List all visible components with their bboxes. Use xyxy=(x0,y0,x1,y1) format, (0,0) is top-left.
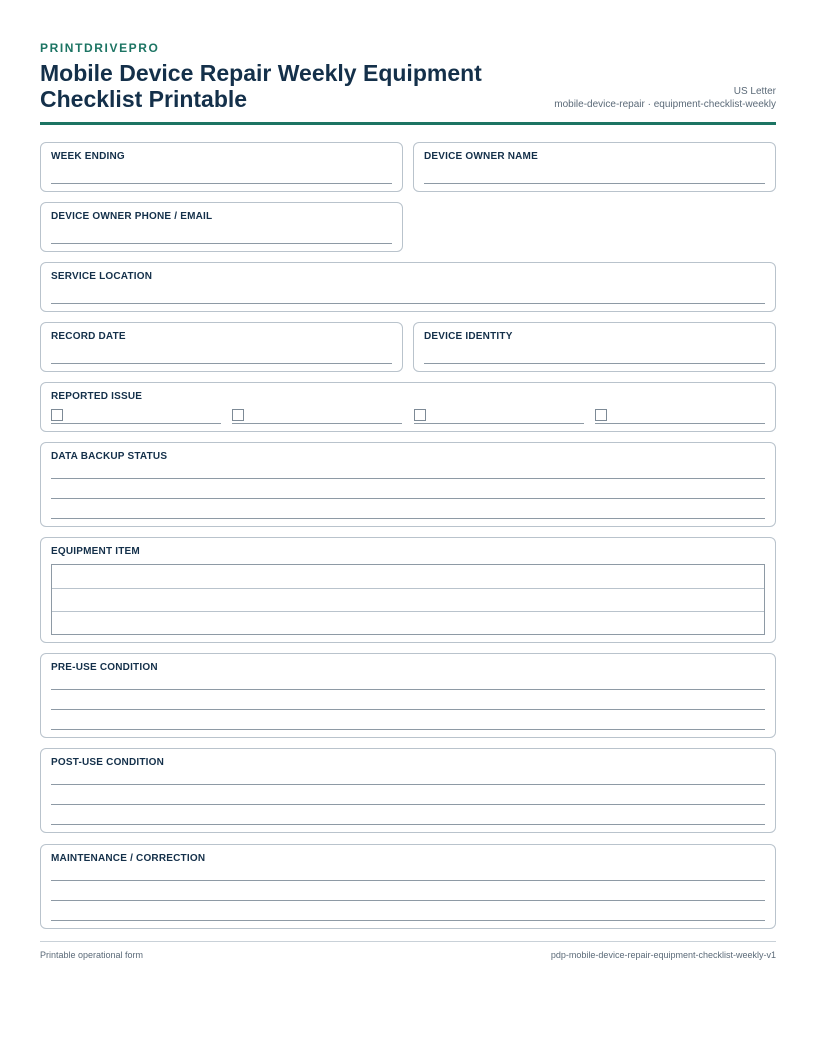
table-row-divider xyxy=(52,611,764,612)
equipment-item-table[interactable] xyxy=(51,564,765,635)
checkbox-icon[interactable] xyxy=(595,409,607,421)
option-line xyxy=(232,423,402,424)
writing-line[interactable] xyxy=(51,518,765,519)
maintenance-correction-label: MAINTENANCE / CORRECTION xyxy=(51,853,206,864)
reported-issue-label: REPORTED ISSUE xyxy=(51,391,143,402)
table-row-divider xyxy=(52,588,764,589)
document-meta xyxy=(554,85,776,111)
device-owner-name-label: DEVICE OWNER NAME xyxy=(424,151,538,162)
reported-issue-option-4[interactable] xyxy=(595,408,765,424)
writing-line[interactable] xyxy=(51,880,765,881)
writing-line[interactable] xyxy=(51,824,765,825)
option-line xyxy=(414,423,584,424)
device-owner-name-input-line[interactable] xyxy=(424,183,765,184)
footer-form-id: pdp-mobile-device-repair-equipment-checklist-weekly-v1 xyxy=(550,950,776,960)
footer-left-text: Printable operational form xyxy=(40,950,144,960)
writing-line[interactable] xyxy=(51,498,765,499)
header-rule xyxy=(40,122,776,125)
writing-line[interactable] xyxy=(51,784,765,785)
footer-rule xyxy=(40,941,776,942)
week-ending-input-line[interactable] xyxy=(51,183,392,184)
writing-line[interactable] xyxy=(51,920,765,921)
form-page xyxy=(40,0,776,1056)
device-owner-contact-field xyxy=(40,202,403,252)
week-ending-field xyxy=(40,142,403,192)
option-line xyxy=(51,423,221,424)
pre-use-condition-field xyxy=(40,653,776,738)
pre-use-condition-label: PRE-USE CONDITION xyxy=(51,662,158,673)
document-slug: mobile-device-repair · equipment-checklist-weekly xyxy=(554,99,776,110)
paper-size: US Letter xyxy=(733,86,776,97)
equipment-item-field xyxy=(40,537,776,643)
week-ending-label: WEEK ENDING xyxy=(51,151,125,162)
option-line xyxy=(595,423,765,424)
page-title: Mobile Device Repair Weekly Equipment Checklist Printable xyxy=(40,60,482,112)
brand-name: PRINTDRIVEPRO xyxy=(40,41,160,55)
service-location-label: SERVICE LOCATION xyxy=(51,271,153,282)
device-identity-input-line[interactable] xyxy=(424,363,765,364)
record-date-field xyxy=(40,322,403,372)
device-owner-name-field xyxy=(413,142,776,192)
writing-line[interactable] xyxy=(51,729,765,730)
reported-issue-option-1[interactable] xyxy=(51,408,221,424)
reported-issue-option-3[interactable] xyxy=(414,408,584,424)
service-location-input-line[interactable] xyxy=(51,303,765,304)
writing-line[interactable] xyxy=(51,900,765,901)
checkbox-icon[interactable] xyxy=(51,409,63,421)
device-owner-contact-label: DEVICE OWNER PHONE / EMAIL xyxy=(51,211,213,222)
reported-issue-option-2[interactable] xyxy=(232,408,402,424)
reported-issue-field xyxy=(40,382,776,432)
post-use-condition-field xyxy=(40,748,776,833)
writing-line[interactable] xyxy=(51,689,765,690)
record-date-input-line[interactable] xyxy=(51,363,392,364)
service-location-field xyxy=(40,262,776,312)
equipment-item-label: EQUIPMENT ITEM xyxy=(51,546,140,557)
device-owner-contact-input-line[interactable] xyxy=(51,243,392,244)
writing-line[interactable] xyxy=(51,478,765,479)
device-identity-field xyxy=(413,322,776,372)
data-backup-status-label: DATA BACKUP STATUS xyxy=(51,451,168,462)
checkbox-icon[interactable] xyxy=(414,409,426,421)
post-use-condition-label: POST-USE CONDITION xyxy=(51,757,165,768)
writing-line[interactable] xyxy=(51,709,765,710)
checkbox-icon[interactable] xyxy=(232,409,244,421)
data-backup-status-field xyxy=(40,442,776,527)
maintenance-correction-field xyxy=(40,844,776,929)
device-identity-label: DEVICE IDENTITY xyxy=(424,331,513,342)
writing-line[interactable] xyxy=(51,804,765,805)
record-date-label: RECORD DATE xyxy=(51,331,126,342)
